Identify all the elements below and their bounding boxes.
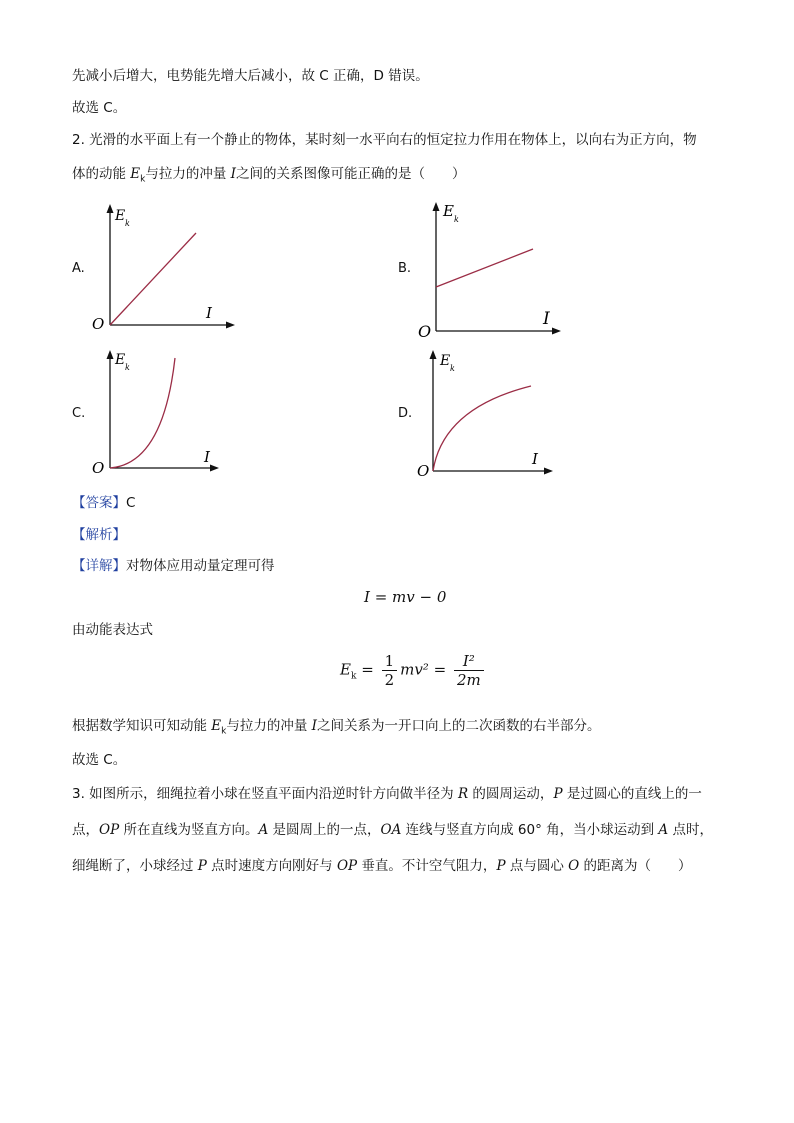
question-3-stem: 点，OP 所在直线为竖直方向。A 是圆周上的一点，OA 连线与竖直方向成 60° 角，当小球运动到 A 点时， bbox=[72, 822, 713, 838]
detail-line: 【详解】对物体应用动量定理可得 bbox=[72, 558, 275, 574]
question-2-stem: 体的动能 $E_k$与拉力的冲量 I之间的关系图像可能正确的是（ ） bbox=[72, 166, 466, 185]
conclusion-line: 根据数学知识可知动能 $E_k$与拉力的冲量 I之间关系为一开口向上的二次函数的右半部分。 bbox=[72, 718, 601, 737]
question-2-stem: 2. 光滑的水平面上有一个静止的物体，某时刻一水平向右的恒定拉力作用在物体上，以向右为正方向，物 bbox=[72, 132, 697, 148]
axis-y-label: E bbox=[115, 208, 126, 224]
text-line: 先减小后增大，电势能先增大后减小，故 C 正确，D 错误。 bbox=[72, 68, 429, 84]
axis-y-subscript: k bbox=[450, 364, 455, 373]
axis-y-label: E bbox=[440, 353, 451, 369]
question-3-stem: 3. 如图所示，细绳拉着小球在竖直平面内沿逆时针方向做半径为 R 的圆周运动，P 是过圆心的直线上的一 bbox=[72, 786, 702, 802]
origin-label: O bbox=[417, 462, 430, 480]
origin-label: O bbox=[92, 315, 105, 333]
text-line: 故选 C。 bbox=[72, 100, 127, 116]
option-d-label: D. bbox=[398, 406, 413, 421]
origin-label: O bbox=[92, 459, 105, 477]
axis-x-label: I bbox=[543, 309, 550, 329]
graph-d bbox=[416, 346, 566, 481]
analysis-tag: 【解析】 bbox=[72, 527, 126, 543]
origin-label: O bbox=[418, 322, 432, 341]
equation-momentum: I = mv − 0 bbox=[364, 588, 447, 606]
answer-line: 【答案】C bbox=[72, 495, 136, 511]
question-3-stem: 细绳断了，小球经过 P 点时速度方向刚好与 OP 垂直。不计空气阻力，P 点与圆心 O 的距离为（ ） bbox=[72, 858, 692, 874]
axis-x-label: I bbox=[532, 450, 538, 468]
graph-c bbox=[88, 346, 238, 481]
option-a-label: A. bbox=[72, 261, 85, 276]
axis-y-label: E bbox=[443, 202, 454, 220]
axis-x-label: I bbox=[206, 304, 212, 322]
axis-y-subscript: k bbox=[454, 215, 459, 224]
axis-y-subscript: k bbox=[125, 363, 130, 372]
text-line: 故选 C。 bbox=[72, 752, 127, 768]
graph-b bbox=[416, 198, 576, 343]
option-b-label: B. bbox=[398, 261, 412, 276]
equation-kinetic-energy: $E_k$ = $\frac{1}{2}$ mv² = $\frac{\text{I²}}{2m}$ bbox=[340, 652, 487, 689]
text-line: 由动能表达式 bbox=[72, 622, 153, 638]
axis-x-label: I bbox=[204, 448, 210, 466]
option-c-label: C. bbox=[72, 406, 86, 421]
graph-a bbox=[88, 200, 238, 340]
axis-y-label: E bbox=[115, 352, 126, 368]
axis-y-subscript: k bbox=[125, 219, 130, 228]
